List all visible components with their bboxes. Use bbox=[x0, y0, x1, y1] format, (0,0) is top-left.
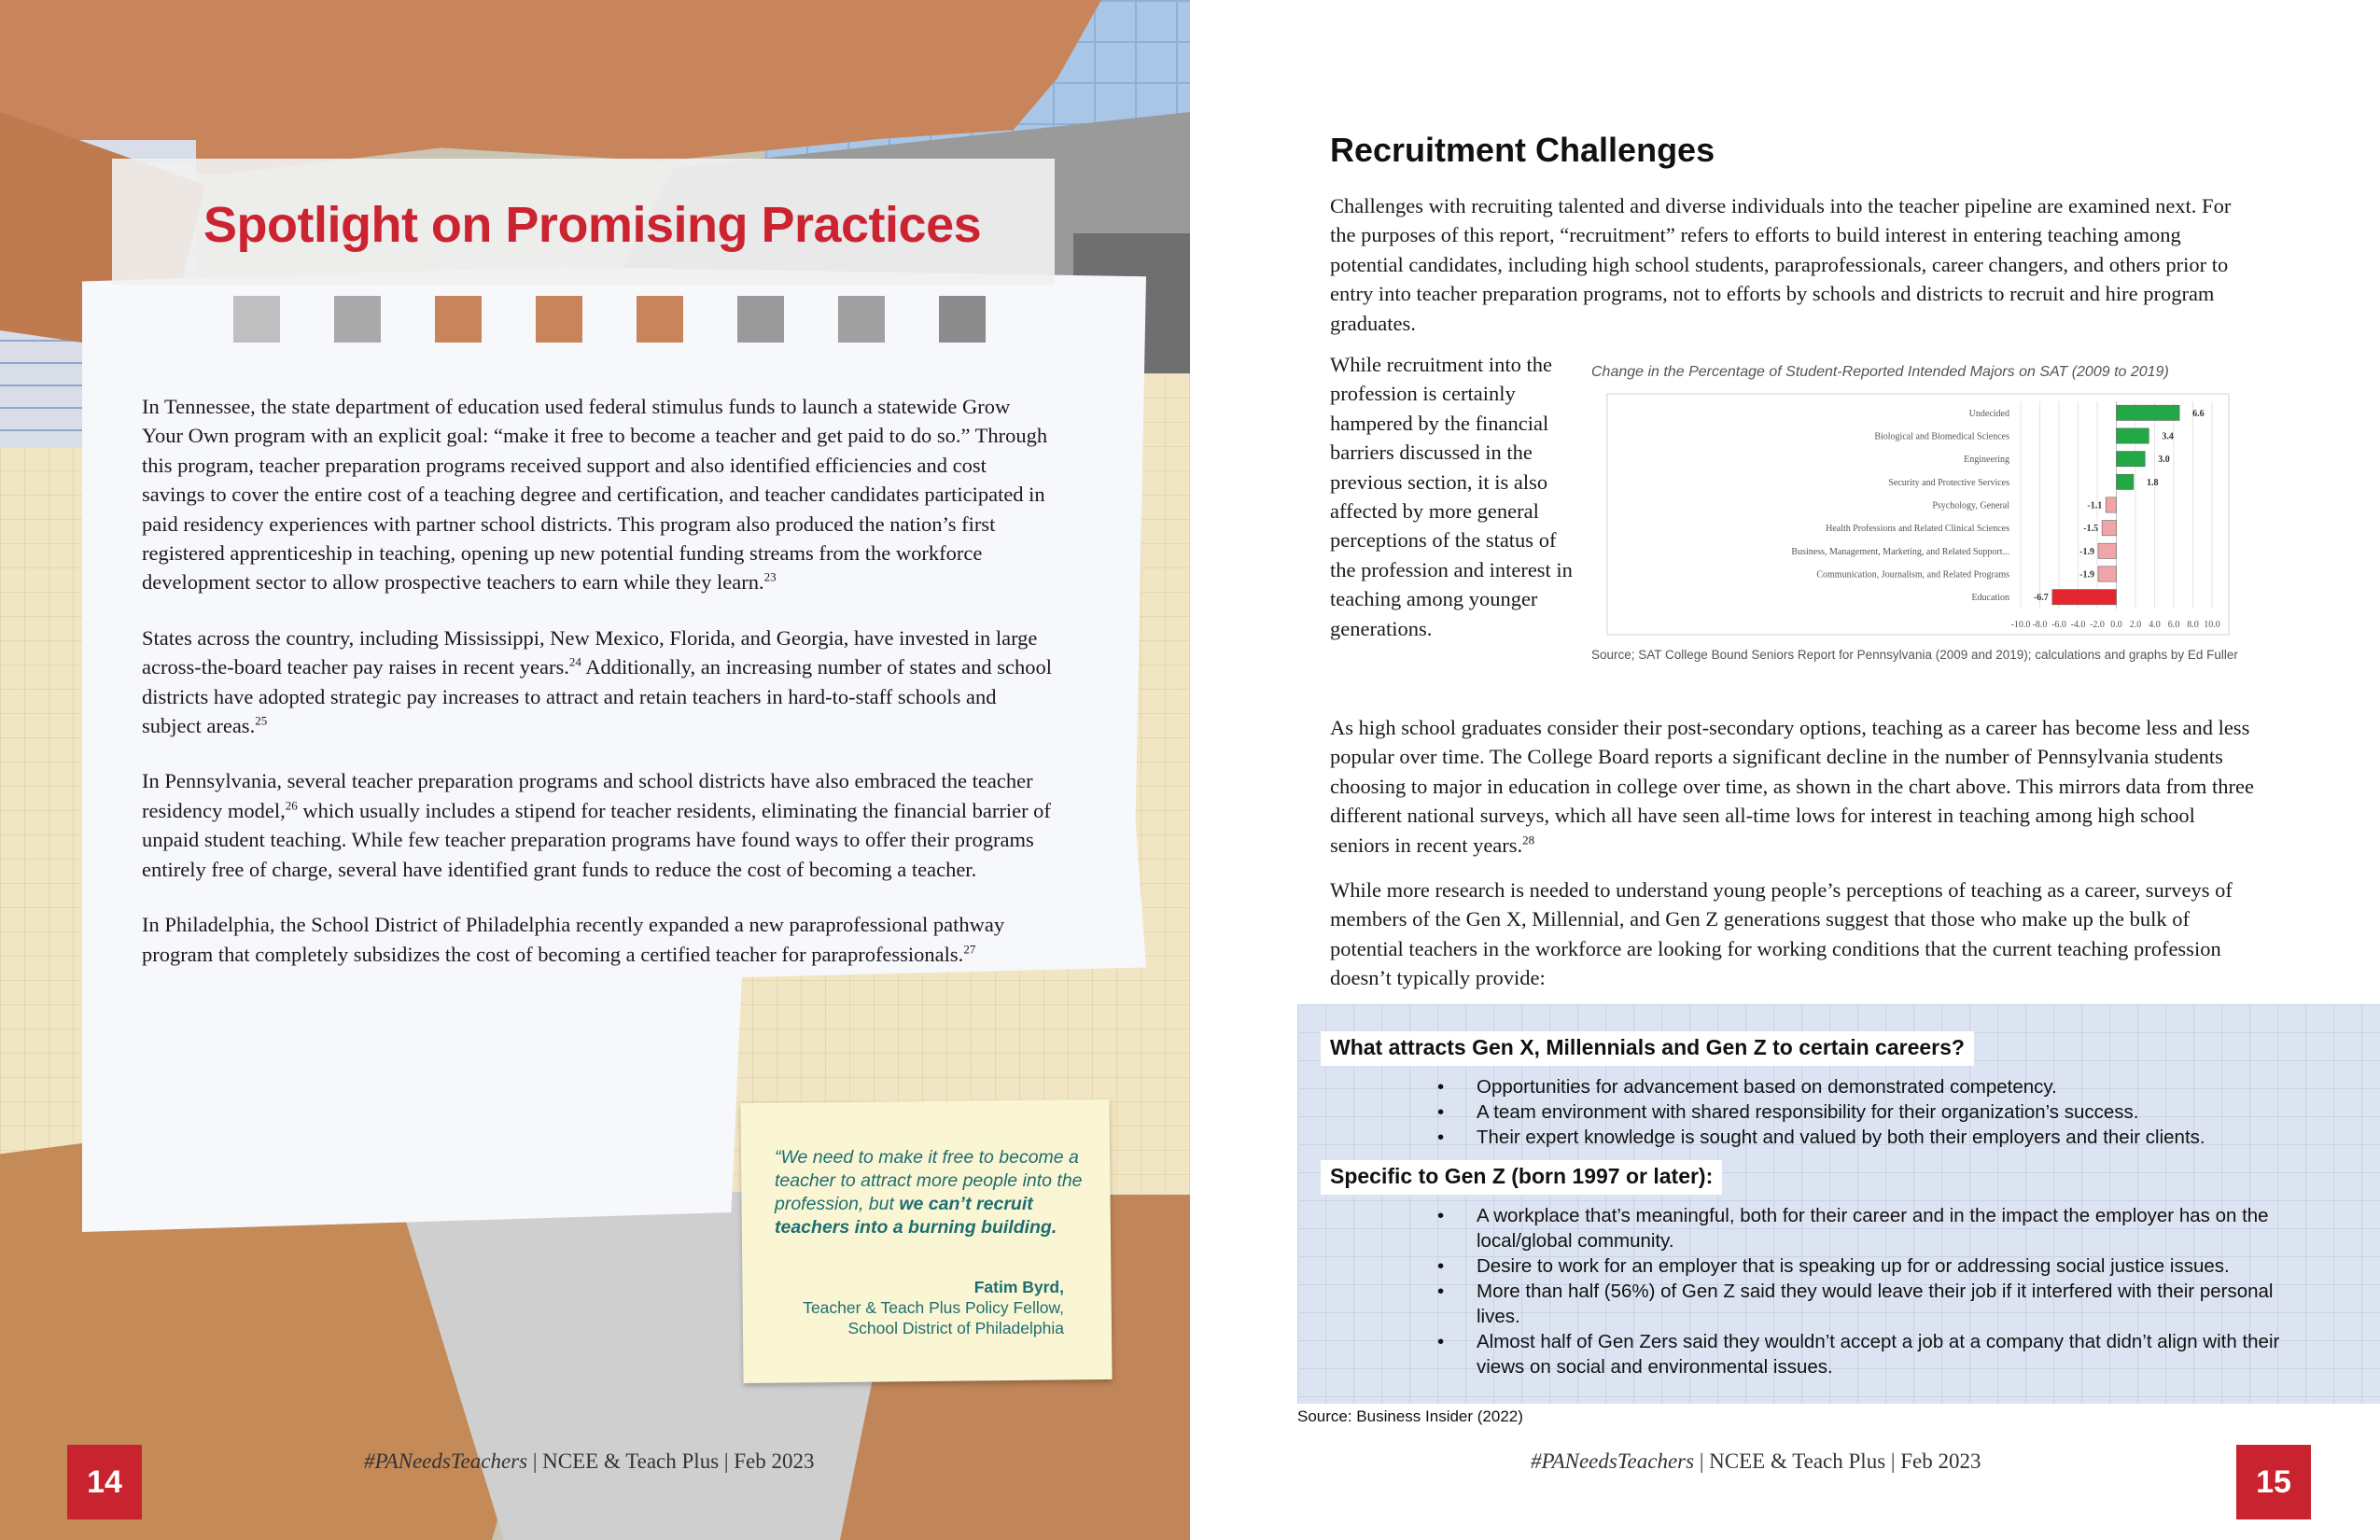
data-label: 3.4 bbox=[2162, 431, 2174, 442]
x-tick-label: 4.0 bbox=[2149, 620, 2161, 630]
x-tick-label: 6.0 bbox=[2167, 620, 2180, 630]
callout-heading: Specific to Gen Z (born 1997 or later): bbox=[1321, 1160, 1722, 1195]
list-item: • Opportunities for advancement based on demonstrated competency. bbox=[1437, 1074, 2296, 1099]
paragraph: In Philadelphia, the School District of Philadelphia recently expanded a new paraprofessional pathway program that completely subsidizes the cost of becoming a certified teacher for paraprofessionals.$^{27}$ bbox=[142, 913, 1005, 966]
x-tick-label: -4.0 bbox=[2070, 620, 2086, 630]
data-label: -1.9 bbox=[2079, 546, 2095, 557]
pull-quote: “We need to make it free to become a teacher to attract more people into the profession, but we can’t recruit teachers into a burning building. bbox=[775, 1147, 1083, 1238]
page-footer: #PANeedsTeachers | NCEE & Teach Plus | Feb 2023 bbox=[1531, 1449, 1981, 1473]
page-number: 15 bbox=[2236, 1445, 2311, 1519]
bar bbox=[2106, 497, 2116, 512]
x-tick-label: 2.0 bbox=[2129, 620, 2142, 630]
paragraph: Challenges with recruiting talented and diverse individuals into the teacher pipeline are examined next. For the purposes of this report, “recruitment” refers to efforts to build interest in entering teaching among potential candidates, including high school students, paraprofessionals, career changers, and others prior to entry into teacher preparation programs, not to efforts by schools and districts to recruit and hire program graduates. bbox=[1330, 194, 2232, 335]
chart-source: Source; SAT College Bound Seniors Report for Pennsylvania (2009 and 2019); calculations and graphs by Ed Fuller bbox=[1591, 648, 2238, 662]
callout-heading: What attracts Gen X, Millennials and Gen Z to certain careers? bbox=[1321, 1031, 1974, 1066]
x-tick-label: 10.0 bbox=[2204, 620, 2220, 630]
quote-author: Fatim Byrd, bbox=[973, 1278, 1064, 1296]
callout-source: Source: Business Insider (2022) bbox=[1297, 1407, 1523, 1425]
category-label: Business, Management, Marketing, and Related Support... bbox=[1791, 546, 2009, 557]
category-label: Undecided bbox=[1968, 408, 2009, 419]
x-tick-label: -8.0 bbox=[2032, 620, 2048, 630]
bar bbox=[2117, 474, 2134, 489]
category-label: Psychology, General bbox=[1932, 500, 2009, 511]
x-tick-label: 0.0 bbox=[2110, 620, 2122, 630]
category-label: Biological and Biomedical Sciences bbox=[1874, 431, 2009, 442]
bar bbox=[2098, 567, 2116, 581]
page-footer: #PANeedsTeachers | NCEE & Teach Plus | Feb 2023 bbox=[364, 1449, 815, 1473]
callout-list bbox=[1437, 1074, 2296, 1150]
chart-title: Change in the Percentage of Student-Reported Intended Majors on SAT (2009 to 2019) bbox=[1591, 364, 2169, 380]
sticky-note bbox=[740, 1099, 1112, 1383]
section-title: Recruitment Challenges bbox=[1330, 131, 1715, 169]
bar bbox=[2117, 428, 2149, 443]
bar bbox=[2117, 405, 2180, 420]
paragraph: While recruitment into the profession is certainly hampered by the financial barriers discussed in the previous section, it is also affected by more general perceptions of the status of the profession and interest in teaching among younger generations. bbox=[1330, 353, 1573, 640]
x-tick-label: 8.0 bbox=[2187, 620, 2199, 630]
data-label: -1.9 bbox=[2079, 569, 2095, 581]
paragraph: States across the country, including Mississippi, New Mexico, Florida, and Georgia, have invested in large across-the-board teacher pay raises in recent years.$^{24}$ Additionally, an increasing number of states and school districts have adopted strategic pay increases to attract and retain teachers in hard-to-staff schools and subject areas.$^{25}$ bbox=[142, 625, 1052, 738]
list-item: • Almost half of Gen Zers said they wouldn’t accept a job at a company that didn’t align with their views on social and environmental issues. bbox=[1437, 1329, 2296, 1379]
bar-chart bbox=[1605, 392, 2231, 637]
category-label: Education bbox=[1971, 593, 2009, 604]
list-item: • More than half (56%) of Gen Z said they would leave their job if it interfered with their personal lives. bbox=[1437, 1279, 2296, 1329]
quote-author-org: School District of Philadelphia bbox=[847, 1319, 1064, 1337]
data-label: -1.5 bbox=[2083, 524, 2099, 535]
data-label: -1.1 bbox=[2087, 500, 2103, 511]
paragraph: In Pennsylvania, several teacher preparation programs and school districts have also embraced the teacher residency model,$^{26}$ which usually includes a stipend for teacher residents, eliminating the financial barrier of unpaid student teaching. While few teacher preparation programs have found ways to offer their programs entirely free of charge, several have identified grant funds to reduce the cost of becoming a teacher. bbox=[142, 769, 1051, 881]
paragraph: While more research is needed to understand young people’s perceptions of teaching as a career, surveys of members of the Gen X, Millennial, and Gen Z generations suggest that those who make up the bulk of potential teachers in the workforce are looking for working conditions that the current teaching profession doesn’t typically provide: bbox=[1330, 878, 2233, 990]
quote-author-role: Teacher & Teach Plus Policy Fellow, bbox=[803, 1298, 1064, 1317]
page-number: 14 bbox=[67, 1445, 142, 1519]
x-tick-label: -10.0 bbox=[2010, 620, 2031, 630]
category-label: Engineering bbox=[1964, 455, 2009, 466]
list-item: • Desire to work for an employer that is speaking up for or addressing social justice issues. bbox=[1437, 1253, 2296, 1279]
paragraph: As high school graduates consider their post-secondary options, teaching as a career has become less and less popular over time. The College Board reports a significant decline in the number of Pennsylvania students choosing to major in education in college over time, as shown in the chart above. This mirrors data from three different national surveys, which all have seen all-time lows for interest in teaching among high school seniors in recent years.$^{28}$ bbox=[1330, 716, 2254, 857]
bar bbox=[2102, 521, 2116, 536]
x-tick-label: -6.0 bbox=[2051, 620, 2066, 630]
bar bbox=[2052, 590, 2117, 605]
list-item: • A workplace that’s meaningful, both for their career and in the impact the employer has on the local/global community. bbox=[1437, 1203, 2296, 1253]
data-label: 1.8 bbox=[2146, 477, 2159, 488]
list-item: • Their expert knowledge is sought and valued by both their employers and their clients. bbox=[1437, 1125, 2296, 1150]
article-body bbox=[142, 392, 1052, 995]
page-title: Spotlight on Promising Practices bbox=[203, 197, 982, 253]
category-label: Security and Protective Services bbox=[1888, 477, 2009, 488]
binder-holes bbox=[233, 296, 1092, 343]
data-label: 3.0 bbox=[2158, 455, 2170, 466]
category-label: Health Professions and Related Clinical Sciences bbox=[1826, 524, 2009, 535]
x-tick-label: -2.0 bbox=[2090, 620, 2105, 630]
list-item: • A team environment with shared responsibility for their organization’s success. bbox=[1437, 1099, 2296, 1125]
data-label: -6.7 bbox=[2033, 593, 2049, 604]
bar bbox=[2098, 543, 2116, 558]
quote-attribution bbox=[737, 1277, 1064, 1338]
category-label: Communication, Journalism, and Related Programs bbox=[1816, 569, 2009, 581]
bar bbox=[2117, 452, 2146, 467]
data-label: 6.6 bbox=[2192, 408, 2205, 419]
callout-list bbox=[1437, 1203, 2296, 1379]
paragraph: In Tennessee, the state department of education used federal stimulus funds to launch a statewide Grow Your Own program with an explicit goal: “make it free to become a teacher and get paid to do so.” Through this program, teacher preparation programs received support and also identified efficiencies and cost savings to cover the entire cost of a teaching degree and certification, and teacher candidates participated in paid residency experiences with partner school districts. This program also produced the nation’s first registered apprenticeship in teaching, opening up new potential funding streams from the workforce development sector to allow prospective teachers to earn while they learn.$^{23}$ bbox=[142, 395, 1048, 595]
